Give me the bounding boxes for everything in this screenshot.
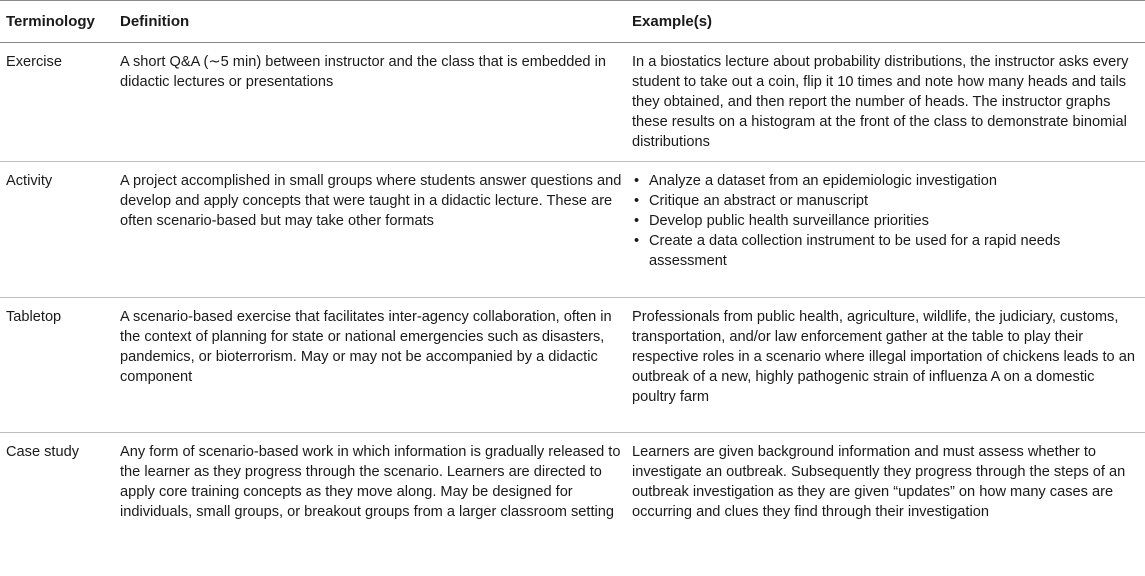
row-term: Tabletop bbox=[6, 309, 62, 325]
header-definition: Definition bbox=[120, 12, 190, 30]
header-terminology: Terminology bbox=[6, 12, 95, 30]
list-item: • Develop public health surveillance priorities bbox=[632, 211, 1139, 231]
row-term: Case study bbox=[6, 444, 80, 460]
table-header-row bbox=[0, 0, 1145, 43]
row-definition: A short Q&A (∼5 min) between instructor and the class that is embedded in didactic lectures or presentations bbox=[120, 54, 606, 90]
table-row bbox=[0, 433, 1145, 576]
table-row bbox=[0, 298, 1145, 433]
row-example-list bbox=[628, 171, 1145, 288]
example-bullet-list bbox=[632, 171, 1139, 271]
table-row bbox=[0, 43, 1145, 162]
row-definition: A project accomplished in small groups where students answer questions and develop and apply concepts that were taught in a didactic lecture. These are often scenario-based but may take other formats bbox=[120, 173, 622, 229]
row-term: Exercise bbox=[6, 54, 62, 70]
table-row bbox=[0, 162, 1145, 298]
row-definition: A scenario-based exercise that facilitates inter-agency collaboration, often in the context of planning for state or national emergencies such as disasters, pandemics, or bioterrorism. May or may not be accompanied by a didactic component bbox=[120, 309, 612, 385]
list-item: • Create a data collection instrument to be used for a rapid needs assessment bbox=[632, 231, 1139, 271]
row-example: Learners are given background information and must assess whether to investigate an outbreak. Subsequently they progress through the steps of an outbreak investigation as they are given “updates” on how many cases are occurring and clues they find through their investigation bbox=[632, 444, 1126, 520]
header-examples: Example(s) bbox=[632, 12, 713, 30]
row-example: In a biostatics lecture about probability distributions, the instructor asks every student to take out a coin, flip it 10 times and note how many heads and tails they obtained, and then report the number of heads. The instructor graphs these results on a histogram at the front of the class to demonstrate binomial distributions bbox=[632, 54, 1129, 150]
row-term: Activity bbox=[6, 173, 53, 189]
list-item: • Analyze a dataset from an epidemiologic investigation bbox=[632, 171, 1139, 191]
list-item: • Critique an abstract or manuscript bbox=[632, 191, 1139, 211]
row-definition: Any form of scenario-based work in which information is gradually released to the learner as they progress through the scenario. Learners are directed to apply core training concepts as they move along. May be designed for individuals, small groups, or breakout groups from a larger classroom setting bbox=[120, 444, 621, 520]
row-example: Professionals from public health, agriculture, wildlife, the judiciary, customs, transportation, and/or law enforcement gather at the table to play their respective roles in a scenario where illegal importation of chickens leads to an outbreak of a new, highly pathogenic strain of influenza A on a domestic poultry farm bbox=[632, 309, 1135, 405]
